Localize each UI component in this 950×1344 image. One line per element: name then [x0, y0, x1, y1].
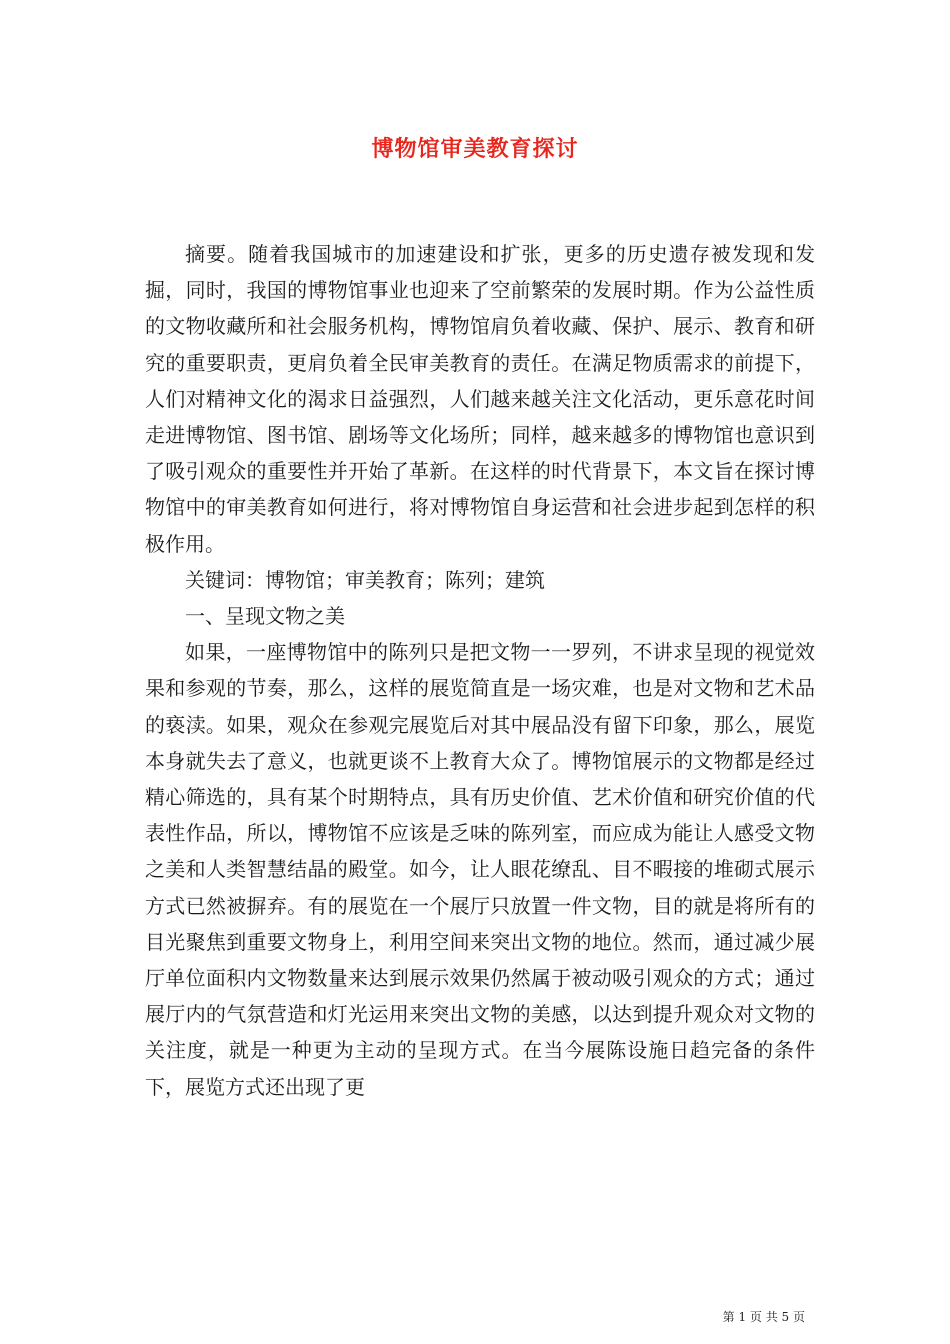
keywords-paragraph: 关键词：博物馆；审美教育；陈列；建筑	[185, 567, 545, 592]
body-paragraph: 如果，一座博物馆中的陈列只是把文物一一罗列，不讲求呈现的视觉效果和参观的节奏，那么，这样的展览简直是一场灾难，也是对文物和艺术品的亵渎。如果，观众在参观完展览后对其中展品没有留下印象，那么，展览本身就失去了意义，也就更谈不上教育大众了。博物馆展示的文物都是经过精心筛选的，具有某个时期特点，具有历史价值、艺术价值和研究价值的代表性作品，所以，博物馆不应该是乏味的陈列室，而应成为能让人感受文物之美和人类智慧结晶的殿堂。如今，让人眼花缭乱、目不暇接的堆砌式展示方式已然被摒弃。有的展览在一个展厅只放置一件文物，目的就是将所有的目光聚焦到重要文物身上，利用空间来突出文物的地位。然而，通过减少展厅单位面积内文物数量来达到展示效果仍然属于被动吸引观众的方式；通过展厅内的气氛营造和灯光运用来突出文物的美感，以达到提升观众对文物的关注度，就是一种更为主动的呈现方式。在当今展陈设施日趋完备的条件下，展览方式还出现了更	[145, 640, 815, 1099]
document-title: 博物馆审美教育探讨	[371, 136, 579, 162]
abstract-paragraph: 摘要。随着我国城市的加速建设和扩张，更多的历史遗存被发现和发掘，同时，我国的博物馆事业也迎来了空前繁荣的发展时期。作为公益性质的文物收藏所和社会服务机构，博物馆肩负着收藏、保护、展示、教育和研究的重要职责，更肩负着全民审美教育的责任。在满足物质需求的前提下，人们对精神文化的渴求日益强烈，人们越来越关注文化活动，更乐意花时间走进博物馆、图书馆、剧场等文化场所；同样，越来越多的博物馆也意识到了吸引观众的重要性并开始了革新。在这样的时代背景下，本文旨在探讨博物馆中的审美教育如何进行，将对博物馆自身运营和社会进步起到怎样的积极作用。	[145, 242, 815, 556]
section-heading: 一、呈现文物之美	[185, 604, 345, 629]
document-body	[145, 236, 815, 1105]
page-number: 第 1 页 共 5 页	[722, 1310, 805, 1324]
